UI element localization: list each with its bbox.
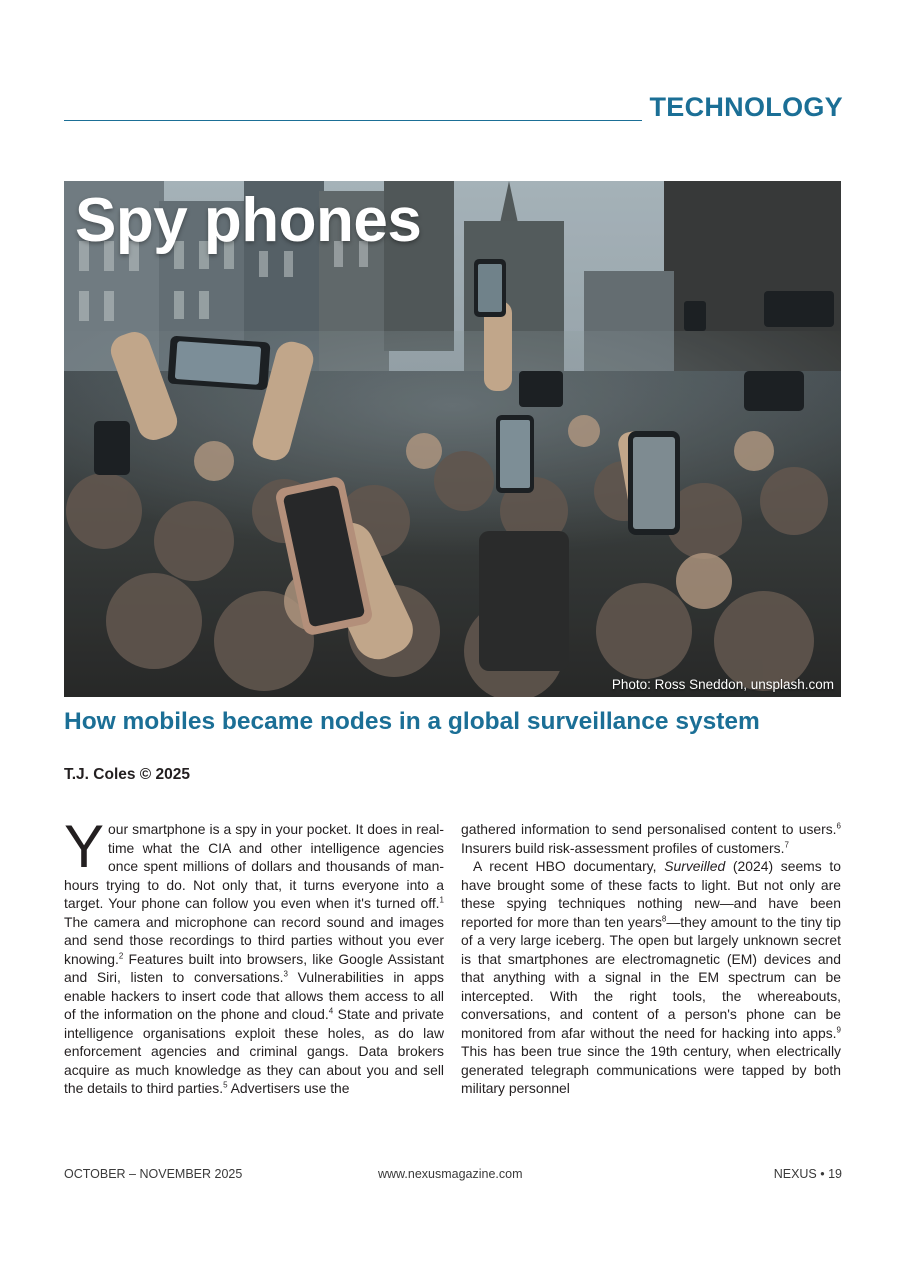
footnote-marker: 6 <box>836 821 841 831</box>
footer-website: www.nexusmagazine.com <box>378 1167 523 1181</box>
body-column-right <box>461 820 841 1098</box>
footer-page-number: NEXUS • 19 <box>773 1167 842 1181</box>
footer-issue-date: OCTOBER – NOVEMBER 2025 <box>64 1167 243 1181</box>
footnote-marker: 8 <box>661 913 667 923</box>
crowd-photo-illustration <box>64 181 841 697</box>
body-text: Insurers build risk-assessment profiles of customers. <box>461 839 785 856</box>
photo-credit: Photo: Ross Sneddon, unsplash.com <box>611 677 834 692</box>
italic-title: Surveilled <box>664 858 726 874</box>
section-label: TECHNOLOGY <box>649 92 843 122</box>
body-text: (2024) seems to have brought some of these facts to light. But not only are these spying techniques nothing new—and have been reported for more than ten years <box>461 858 841 930</box>
section-rule <box>64 120 642 121</box>
byline: T.J. Coles © 2025 <box>64 766 191 783</box>
body-paragraph <box>64 813 444 1098</box>
body-text: —they amount to the tiny tip of a very large iceberg. The open but largely unknown secret is that smartphones are electromagnetic (EM) devices and that anything with a signal in the EM spectrum can be intercepted. With the right tools, the whereabouts, conversations, and content of a person's phone can be monitored from afar without the need for hacking into apps. <box>461 913 841 1041</box>
body-text: This has been true since the 19th century, when electrically generated telegraph communications were tapped by both military personnel <box>461 1043 841 1096</box>
footnote-marker: 4 <box>328 1006 334 1016</box>
body-column-left <box>64 813 444 1098</box>
footnote-marker: 3 <box>283 969 288 979</box>
body-paragraph <box>461 820 841 857</box>
drop-cap: Y <box>64 813 105 880</box>
article-subtitle: How mobiles became nodes in a global surveillance system <box>64 708 760 735</box>
body-text: Vulnerabilities in apps enable hackers to insert code that allows them access to all of the information on the phone and cloud. <box>64 969 444 1022</box>
body-text: State and private intelligence organisations exploit these holes, as do law enforcement agencies and criminal gangs. Data brokers acquire as much knowledge as they can about you and sell the details to third parties. <box>64 1006 444 1096</box>
body-text: gathered information to send personalised content to users. <box>461 821 837 837</box>
body-text: A recent HBO documentary, <box>473 858 665 874</box>
body-text: Features built into browsers, like Google Assistant and Siri, listen to conversations. <box>64 950 444 985</box>
body-text: The camera and microphone can record sound and images and send those recordings to third parties without you ever knowing. <box>64 913 444 967</box>
hero-photo <box>64 181 841 697</box>
article-title: Spy phones <box>75 186 422 255</box>
footnote-marker: 1 <box>439 895 444 905</box>
body-paragraph <box>461 857 841 1098</box>
body-text: our smartphone is a spy in your pocket. It does in real-time what the CIA and other intelligence agencies once spent millions of dollars and thousands of man-hours trying to do. Not only that, it turns everyone into a target. Your phone can follow you even when it's turned off. <box>64 821 444 911</box>
footnote-marker: 5 <box>223 1080 228 1090</box>
footnote-marker: 2 <box>118 950 124 960</box>
footnote-marker: 7 <box>784 839 789 849</box>
footnote-marker: 9 <box>836 1024 841 1034</box>
body-text: Advertisers use the <box>227 1080 350 1096</box>
